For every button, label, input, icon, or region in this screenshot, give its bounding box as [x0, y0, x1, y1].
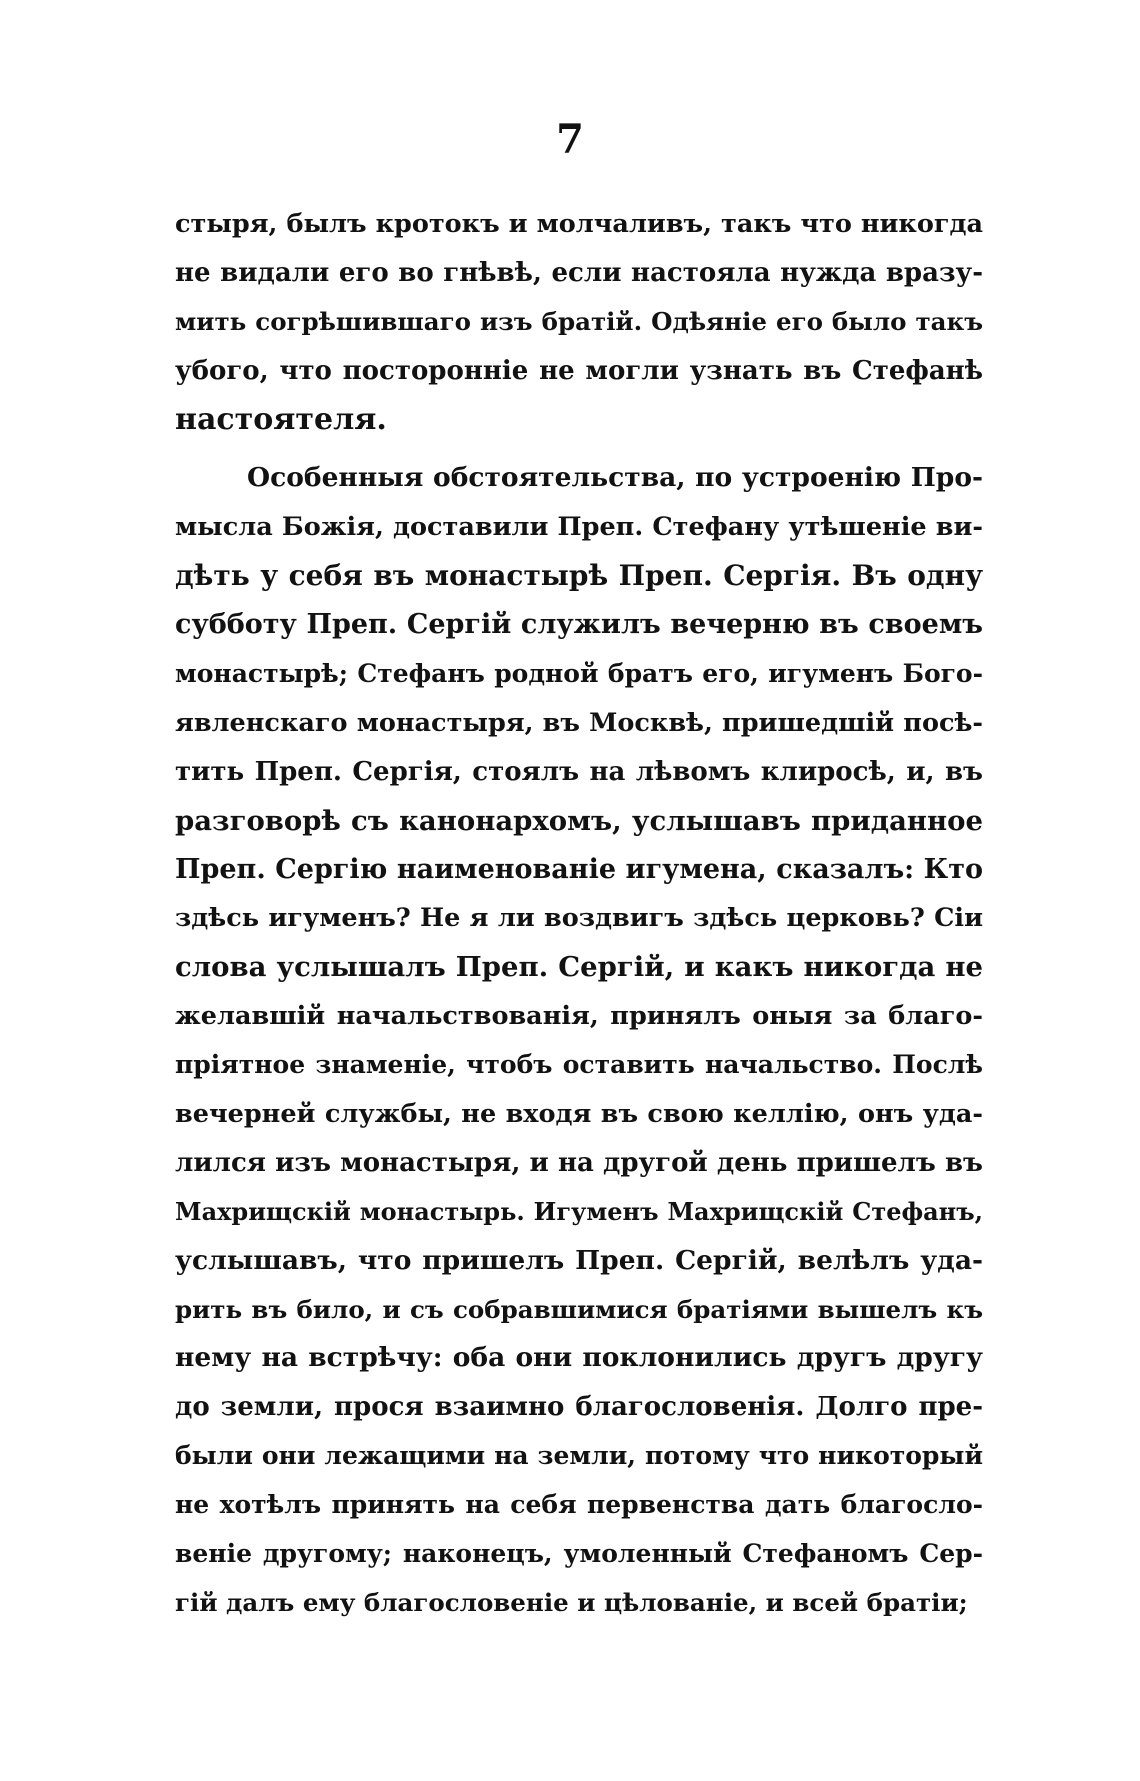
- text-line: были они лежащими на земли, потому что никоторый: [175, 1441, 983, 1471]
- paragraph: [175, 200, 983, 444]
- text-line: веніе другому; наконецъ, умоленный Стефаномъ Сер-: [175, 1539, 983, 1569]
- text-line: не хотѣлъ принять на себя первенства дать благосло-: [175, 1490, 983, 1520]
- text-line: услышавъ, что пришелъ Преп. Сергій, велѣлъ уда-: [175, 1244, 983, 1276]
- text-line: дѣть у себя въ монастырѣ Преп. Сергія. Въ одну: [175, 559, 983, 593]
- body-text: [175, 200, 983, 1628]
- text-line: слова услышалъ Преп. Сергій, и какъ никогда не: [175, 951, 983, 984]
- text-line: Особенныя обстоятельства, по устроенію Про-: [247, 462, 983, 494]
- text-line: нему на встрѣчу: оба они поклонились другъ другу: [175, 1342, 983, 1374]
- text-line: мить согрѣшившаго изъ братій. Одѣяніе его было такъ: [175, 306, 983, 336]
- text-line: не видали его во гнѣвѣ, если настояла нужда вразу-: [175, 257, 983, 288]
- text-line: стыря, былъ кротокъ и молчаливъ, такъ что никогда: [175, 209, 983, 239]
- page-number: 7: [556, 116, 584, 163]
- text-line: мысла Божія, доставили Преп. Стефану утѣшеніе ви-: [175, 512, 983, 543]
- text-line: вечерней службы, не входя въ свою келлію, онъ уда-: [175, 1099, 983, 1130]
- text-line: Преп. Сергію наименованіе игумена, сказалъ: Кто: [175, 853, 983, 885]
- text-line: настоятеля.: [175, 401, 387, 437]
- text-line: пріятное знаменіе, чтобъ оставить начальство. Послѣ: [175, 1050, 983, 1080]
- text-line: убого, что посторонніе не могли узнать въ Стефанѣ: [175, 355, 983, 386]
- paragraph: [175, 454, 983, 1627]
- text-line: лился изъ монастыря, и на другой день пришелъ въ: [175, 1147, 983, 1178]
- text-line: монастырѣ; Стефанъ родной братъ его, игуменъ Бого-: [175, 659, 983, 689]
- text-line: рить въ било, и съ собравшимися братіями вышелъ къ: [175, 1294, 983, 1324]
- text-line: тить Преп. Сергія, стоялъ на лѣвомъ клиросѣ, и, въ: [175, 756, 983, 787]
- text-line: разговорѣ съ канонархомъ, услышавъ приданное: [175, 804, 983, 837]
- text-line: субботу Преп. Сергій служилъ вечерню въ своемъ: [175, 609, 983, 641]
- text-line: гій далъ ему благословеніе и цѣлованіе, и всей братіи;: [175, 1587, 968, 1617]
- text-line: желавшій начальствованія, принялъ оныя за благо-: [175, 1001, 983, 1032]
- text-line: здѣсь игуменъ? Не я ли воздвигъ здѣсь церковь? Сіи: [175, 903, 983, 934]
- text-line: явленскаго монастыря, въ Москвѣ, пришедшій посѣ-: [175, 707, 983, 738]
- paragraph-gap: [175, 444, 983, 454]
- text-line: до земли, прося взаимно благословенія. Долго пре-: [175, 1392, 983, 1423]
- text-line: Махрищскій монастырь. Игуменъ Махрищскій Стефанъ,: [175, 1196, 983, 1226]
